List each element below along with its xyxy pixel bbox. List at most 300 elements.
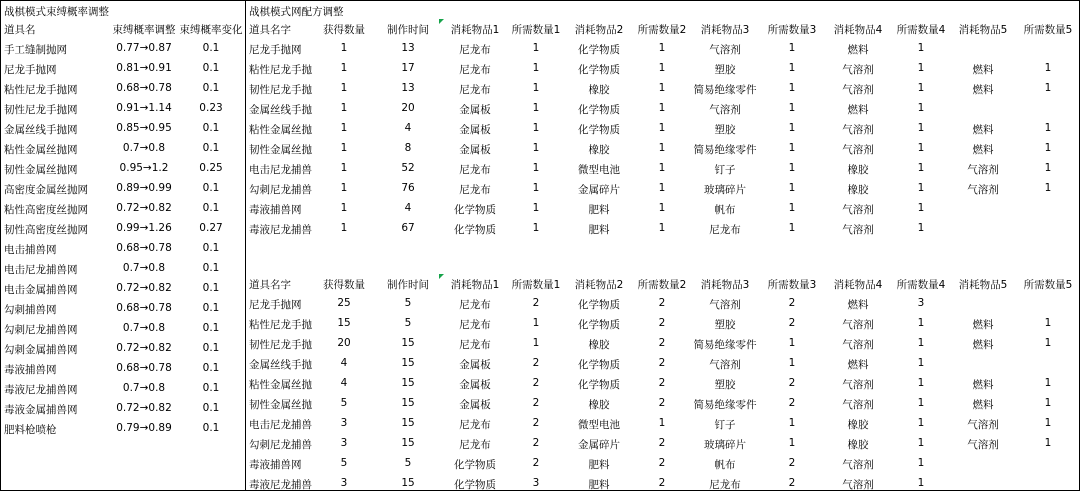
table-cell[interactable]: 粘性金属丝抛 xyxy=(249,124,312,136)
table-cell[interactable]: 气溶剂 xyxy=(709,359,741,371)
table-cell[interactable]: 2 xyxy=(658,397,666,409)
table-cell[interactable]: 勾刺尼龙捕兽 xyxy=(249,439,312,451)
table-cell[interactable]: 1 xyxy=(532,222,540,234)
item-name-cell[interactable]: 毒液尼龙捕兽网 xyxy=(4,384,78,396)
table-cell[interactable]: 1 xyxy=(917,337,925,349)
table-cell[interactable]: 燃料 xyxy=(972,64,994,76)
table-cell[interactable]: 5 xyxy=(404,317,412,329)
table-cell[interactable]: 微型电池 xyxy=(578,164,620,176)
prob-adjust-cell[interactable]: 0.85→0.95 xyxy=(116,122,172,134)
table-cell[interactable]: 1 xyxy=(917,202,925,214)
table-cell[interactable]: 1 xyxy=(532,42,540,54)
table-cell[interactable]: 气溶剂 xyxy=(842,379,874,391)
table-cell[interactable]: 2 xyxy=(658,337,666,349)
table-cell[interactable]: 粘性金属丝抛 xyxy=(249,379,312,391)
table-cell[interactable]: 气溶剂 xyxy=(842,124,874,136)
prob-change-cell[interactable]: 0.1 xyxy=(202,262,220,274)
table-cell[interactable]: 气溶剂 xyxy=(842,459,874,471)
table-cell[interactable]: 1 xyxy=(917,317,925,329)
table-cell[interactable]: 1 xyxy=(532,102,540,114)
table-cell[interactable]: 15 xyxy=(401,397,415,409)
table-cell[interactable]: 1 xyxy=(1044,397,1052,409)
table-cell[interactable]: 15 xyxy=(401,337,415,349)
table-cell[interactable]: 3 xyxy=(340,417,348,429)
table-cell[interactable]: 玻璃碎片 xyxy=(704,184,746,196)
table-cell[interactable]: 化学物质 xyxy=(578,359,620,371)
table-cell[interactable]: 金属板 xyxy=(459,124,491,136)
table-cell[interactable]: 燃料 xyxy=(847,104,869,116)
table-cell[interactable]: 燃料 xyxy=(972,339,994,351)
table-cell[interactable]: 2 xyxy=(532,377,540,389)
table-cell[interactable]: 4 xyxy=(404,122,412,134)
prob-change-cell[interactable]: 0.1 xyxy=(202,282,220,294)
table-cell[interactable]: 电击尼龙捕兽 xyxy=(249,419,312,431)
table-cell[interactable]: 1 xyxy=(917,457,925,469)
table-cell[interactable]: 橡胶 xyxy=(847,439,869,451)
table-cell[interactable]: 塑胶 xyxy=(714,124,736,136)
prob-adjust-cell[interactable]: 0.81→0.91 xyxy=(116,62,172,74)
table-cell[interactable]: 1 xyxy=(340,82,348,94)
table-cell[interactable]: 化学物质 xyxy=(578,104,620,116)
table-cell[interactable]: 气溶剂 xyxy=(842,204,874,216)
table-cell[interactable]: 4 xyxy=(340,357,348,369)
table-cell[interactable]: 1 xyxy=(658,122,666,134)
item-name-cell[interactable]: 勾刺金属捕兽网 xyxy=(4,344,78,356)
prob-change-cell[interactable]: 0.1 xyxy=(202,42,220,54)
table-cell[interactable]: 尼龙布 xyxy=(459,164,491,176)
table-cell[interactable]: 粘性尼龙手抛 xyxy=(249,64,312,76)
table-cell[interactable]: 2 xyxy=(532,457,540,469)
table-cell[interactable]: 气溶剂 xyxy=(842,339,874,351)
table-cell[interactable]: 韧性金属丝抛 xyxy=(249,144,312,156)
table-cell[interactable]: 尼龙布 xyxy=(459,84,491,96)
table-cell[interactable]: 气溶剂 xyxy=(842,84,874,96)
prob-change-cell[interactable]: 0.1 xyxy=(202,422,220,434)
table-cell[interactable]: 1 xyxy=(1044,337,1052,349)
table-cell[interactable]: 橡胶 xyxy=(847,164,869,176)
table-cell[interactable]: 15 xyxy=(337,317,351,329)
table-cell[interactable]: 1 xyxy=(340,222,348,234)
comment-marker-icon[interactable] xyxy=(439,274,444,279)
table-cell[interactable]: 化学物质 xyxy=(578,319,620,331)
table-cell[interactable]: 金属碎片 xyxy=(578,439,620,451)
table-cell[interactable]: 气溶剂 xyxy=(842,144,874,156)
table-cell[interactable]: 1 xyxy=(532,82,540,94)
table-cell[interactable]: 燃料 xyxy=(972,84,994,96)
table-cell[interactable]: 1 xyxy=(1044,317,1052,329)
table-cell[interactable]: 简易绝缘零件 xyxy=(693,84,757,96)
table-cell[interactable]: 韧性尼龙手抛 xyxy=(249,84,312,96)
table-cell[interactable]: 1 xyxy=(1044,62,1052,74)
item-name-cell[interactable]: 电击尼龙捕兽网 xyxy=(4,264,78,276)
prob-change-cell[interactable]: 0.1 xyxy=(202,322,220,334)
table-cell[interactable]: 塑胶 xyxy=(714,64,736,76)
prob-adjust-cell[interactable]: 0.95→1.2 xyxy=(119,162,169,174)
table-cell[interactable]: 毒液尼龙捕兽 xyxy=(249,224,312,236)
table-cell[interactable]: 2 xyxy=(658,457,666,469)
table-cell[interactable]: 1 xyxy=(340,122,348,134)
prob-adjust-cell[interactable]: 0.91→1.14 xyxy=(116,102,172,114)
table-cell[interactable]: 1 xyxy=(1044,377,1052,389)
table-cell[interactable]: 1 xyxy=(658,182,666,194)
table-cell[interactable]: 1 xyxy=(658,82,666,94)
table-cell[interactable]: 20 xyxy=(401,102,415,114)
table-cell[interactable]: 1 xyxy=(340,102,348,114)
table-cell[interactable]: 1 xyxy=(532,122,540,134)
prob-adjust-cell[interactable]: 0.68→0.78 xyxy=(116,242,172,254)
table-cell[interactable]: 2 xyxy=(788,377,796,389)
table-cell[interactable]: 1 xyxy=(788,417,796,429)
comment-marker-icon[interactable] xyxy=(439,19,444,24)
table-cell[interactable]: 1 xyxy=(788,42,796,54)
table-cell[interactable]: 简易绝缘零件 xyxy=(693,399,757,411)
table-cell[interactable]: 1 xyxy=(917,182,925,194)
table-cell[interactable]: 气溶剂 xyxy=(842,479,874,491)
table-cell[interactable]: 1 xyxy=(1044,182,1052,194)
table-cell[interactable]: 橡胶 xyxy=(588,399,610,411)
table-cell[interactable]: 1 xyxy=(788,437,796,449)
table-cell[interactable]: 3 xyxy=(340,477,348,489)
prob-change-cell[interactable]: 0.1 xyxy=(202,182,220,194)
table-cell[interactable]: 韧性尼龙手抛 xyxy=(249,339,312,351)
table-cell[interactable]: 2 xyxy=(788,397,796,409)
table-cell[interactable]: 气溶剂 xyxy=(709,104,741,116)
table-cell[interactable]: 1 xyxy=(917,377,925,389)
table-cell[interactable]: 8 xyxy=(404,142,412,154)
table-cell[interactable]: 1 xyxy=(658,417,666,429)
item-name-cell[interactable]: 粘性高密度丝抛网 xyxy=(4,204,88,216)
prob-change-cell[interactable]: 0.1 xyxy=(202,342,220,354)
table-cell[interactable]: 毒液捕兽网 xyxy=(249,204,302,216)
table-cell[interactable]: 1 xyxy=(532,162,540,174)
table-cell[interactable]: 肥料 xyxy=(588,224,610,236)
table-cell[interactable]: 1 xyxy=(1044,437,1052,449)
prob-change-cell[interactable]: 0.27 xyxy=(199,222,223,234)
table-cell[interactable]: 金属板 xyxy=(459,104,491,116)
table-cell[interactable]: 金属板 xyxy=(459,359,491,371)
table-cell[interactable]: 17 xyxy=(401,62,415,74)
table-cell[interactable]: 化学物质 xyxy=(454,204,496,216)
table-cell[interactable]: 15 xyxy=(401,477,415,489)
table-cell[interactable]: 燃料 xyxy=(847,44,869,56)
table-cell[interactable]: 76 xyxy=(401,182,415,194)
table-cell[interactable]: 13 xyxy=(401,82,415,94)
table-cell[interactable]: 2 xyxy=(788,317,796,329)
table-cell[interactable]: 尼龙手抛网 xyxy=(249,299,302,311)
table-cell[interactable]: 1 xyxy=(340,42,348,54)
table-cell[interactable]: 1 xyxy=(658,142,666,154)
prob-adjust-cell[interactable]: 0.99→1.26 xyxy=(116,222,172,234)
table-cell[interactable]: 1 xyxy=(917,82,925,94)
table-cell[interactable]: 尼龙布 xyxy=(709,224,741,236)
table-cell[interactable]: 1 xyxy=(788,122,796,134)
table-cell[interactable]: 1 xyxy=(532,142,540,154)
item-name-cell[interactable]: 毒液金属捕兽网 xyxy=(4,404,78,416)
table-cell[interactable]: 气溶剂 xyxy=(967,184,999,196)
table-cell[interactable]: 化学物质 xyxy=(578,124,620,136)
table-cell[interactable]: 化学物质 xyxy=(578,44,620,56)
table-cell[interactable]: 2 xyxy=(658,477,666,489)
table-cell[interactable]: 2 xyxy=(788,297,796,309)
table-cell[interactable]: 5 xyxy=(340,397,348,409)
table-cell[interactable]: 化学物质 xyxy=(454,224,496,236)
table-cell[interactable]: 电击尼龙捕兽 xyxy=(249,164,312,176)
prob-adjust-cell[interactable]: 0.79→0.89 xyxy=(116,422,172,434)
table-cell[interactable]: 1 xyxy=(917,437,925,449)
item-name-cell[interactable]: 毒液捕兽网 xyxy=(4,364,57,376)
table-cell[interactable]: 1 xyxy=(1044,417,1052,429)
item-name-cell[interactable]: 韧性金属丝抛网 xyxy=(4,164,78,176)
table-cell[interactable]: 1 xyxy=(658,62,666,74)
table-cell[interactable]: 尼龙布 xyxy=(459,319,491,331)
table-cell[interactable]: 尼龙布 xyxy=(459,64,491,76)
table-cell[interactable]: 1 xyxy=(658,162,666,174)
prob-change-cell[interactable]: 0.1 xyxy=(202,142,220,154)
item-name-cell[interactable]: 韧性尼龙手抛网 xyxy=(4,104,78,116)
item-name-cell[interactable]: 高密度金属丝抛网 xyxy=(4,184,88,196)
table-cell[interactable]: 橡胶 xyxy=(588,84,610,96)
table-cell[interactable]: 1 xyxy=(917,357,925,369)
table-cell[interactable]: 1 xyxy=(340,142,348,154)
prob-change-cell[interactable]: 0.1 xyxy=(202,362,220,374)
table-cell[interactable]: 气溶剂 xyxy=(967,164,999,176)
table-cell[interactable]: 15 xyxy=(401,377,415,389)
table-cell[interactable]: 简易绝缘零件 xyxy=(693,144,757,156)
table-cell[interactable]: 52 xyxy=(401,162,415,174)
table-cell[interactable]: 1 xyxy=(917,162,925,174)
prob-change-cell[interactable]: 0.1 xyxy=(202,402,220,414)
table-cell[interactable]: 2 xyxy=(658,317,666,329)
item-name-cell[interactable]: 电击捕兽网 xyxy=(4,244,57,256)
table-cell[interactable]: 1 xyxy=(340,162,348,174)
prob-adjust-cell[interactable]: 0.7→0.8 xyxy=(122,262,166,274)
prob-adjust-cell[interactable]: 0.72→0.82 xyxy=(116,402,172,414)
table-cell[interactable]: 1 xyxy=(340,182,348,194)
item-name-cell[interactable]: 勾刺捕兽网 xyxy=(4,304,57,316)
table-cell[interactable]: 2 xyxy=(658,377,666,389)
table-cell[interactable]: 1 xyxy=(917,417,925,429)
item-name-cell[interactable]: 尼龙手抛网 xyxy=(4,64,57,76)
table-cell[interactable]: 1 xyxy=(788,162,796,174)
table-cell[interactable]: 3 xyxy=(917,297,925,309)
table-cell[interactable]: 1 xyxy=(340,202,348,214)
table-cell[interactable]: 尼龙布 xyxy=(459,184,491,196)
table-cell[interactable]: 粘性尼龙手抛 xyxy=(249,319,312,331)
table-cell[interactable]: 燃料 xyxy=(972,379,994,391)
table-cell[interactable]: 2 xyxy=(658,297,666,309)
table-cell[interactable]: 20 xyxy=(337,337,351,349)
table-cell[interactable]: 4 xyxy=(404,202,412,214)
table-cell[interactable]: 化学物质 xyxy=(454,459,496,471)
table-cell[interactable]: 4 xyxy=(340,377,348,389)
table-cell[interactable]: 1 xyxy=(532,202,540,214)
table-cell[interactable]: 毒液尼龙捕兽 xyxy=(249,479,312,491)
table-cell[interactable]: 钉子 xyxy=(714,164,736,176)
table-cell[interactable]: 5 xyxy=(340,457,348,469)
table-cell[interactable]: 3 xyxy=(532,477,540,489)
table-cell[interactable]: 气溶剂 xyxy=(842,64,874,76)
table-cell[interactable]: 2 xyxy=(532,297,540,309)
table-cell[interactable]: 15 xyxy=(401,357,415,369)
table-cell[interactable]: 尼龙布 xyxy=(459,339,491,351)
table-cell[interactable]: 1 xyxy=(917,397,925,409)
table-cell[interactable]: 5 xyxy=(404,457,412,469)
prob-change-cell[interactable]: 0.1 xyxy=(202,202,220,214)
table-cell[interactable]: 1 xyxy=(788,62,796,74)
table-cell[interactable]: 气溶剂 xyxy=(842,319,874,331)
prob-change-cell[interactable]: 0.1 xyxy=(202,82,220,94)
table-cell[interactable]: 1 xyxy=(1044,122,1052,134)
table-cell[interactable]: 燃料 xyxy=(847,299,869,311)
item-name-cell[interactable]: 粘性尼龙手抛网 xyxy=(4,84,78,96)
table-cell[interactable]: 2 xyxy=(532,397,540,409)
table-cell[interactable]: 化学物质 xyxy=(578,299,620,311)
item-name-cell[interactable]: 电击金属捕兽网 xyxy=(4,284,78,296)
table-cell[interactable]: 1 xyxy=(532,182,540,194)
table-cell[interactable]: 1 xyxy=(658,102,666,114)
item-name-cell[interactable]: 粘性金属丝抛网 xyxy=(4,144,78,156)
table-cell[interactable]: 金属丝线手抛 xyxy=(249,359,312,371)
table-cell[interactable]: 帆布 xyxy=(714,459,736,471)
table-cell[interactable]: 1 xyxy=(788,222,796,234)
table-cell[interactable]: 玻璃碎片 xyxy=(704,439,746,451)
table-cell[interactable]: 1 xyxy=(917,142,925,154)
table-cell[interactable]: 25 xyxy=(337,297,351,309)
table-cell[interactable]: 1 xyxy=(788,142,796,154)
table-cell[interactable]: 橡胶 xyxy=(588,144,610,156)
table-cell[interactable]: 13 xyxy=(401,42,415,54)
table-cell[interactable]: 肥料 xyxy=(588,204,610,216)
table-cell[interactable]: 微型电池 xyxy=(578,419,620,431)
table-cell[interactable]: 1 xyxy=(917,222,925,234)
table-cell[interactable]: 1 xyxy=(532,337,540,349)
table-cell[interactable]: 橡胶 xyxy=(847,419,869,431)
table-cell[interactable]: 1 xyxy=(917,102,925,114)
table-cell[interactable]: 1 xyxy=(1044,142,1052,154)
table-cell[interactable]: 1 xyxy=(532,62,540,74)
table-cell[interactable]: 2 xyxy=(658,437,666,449)
table-cell[interactable]: 毒液捕兽网 xyxy=(249,459,302,471)
table-cell[interactable]: 2 xyxy=(788,477,796,489)
prob-change-cell[interactable]: 0.25 xyxy=(199,162,223,174)
table-cell[interactable]: 1 xyxy=(340,62,348,74)
table-cell[interactable]: 1 xyxy=(917,122,925,134)
table-cell[interactable]: 15 xyxy=(401,417,415,429)
item-name-cell[interactable]: 金属丝线手抛网 xyxy=(4,124,78,136)
prob-change-cell[interactable]: 0.1 xyxy=(202,382,220,394)
table-cell[interactable]: 3 xyxy=(340,437,348,449)
table-cell[interactable]: 气溶剂 xyxy=(967,419,999,431)
item-name-cell[interactable]: 肥料枪喷枪 xyxy=(4,424,57,436)
table-cell[interactable]: 1 xyxy=(658,222,666,234)
table-cell[interactable]: 钉子 xyxy=(714,419,736,431)
table-cell[interactable]: 2 xyxy=(532,417,540,429)
prob-adjust-cell[interactable]: 0.72→0.82 xyxy=(116,202,172,214)
prob-adjust-cell[interactable]: 0.89→0.99 xyxy=(116,182,172,194)
table-cell[interactable]: 帆布 xyxy=(714,204,736,216)
table-cell[interactable]: 2 xyxy=(658,357,666,369)
table-cell[interactable]: 橡胶 xyxy=(588,339,610,351)
table-cell[interactable]: 气溶剂 xyxy=(842,224,874,236)
table-cell[interactable]: 尼龙布 xyxy=(709,479,741,491)
item-name-cell[interactable]: 韧性高密度丝抛网 xyxy=(4,224,88,236)
table-cell[interactable]: 1 xyxy=(658,42,666,54)
table-cell[interactable]: 1 xyxy=(532,317,540,329)
table-cell[interactable]: 1 xyxy=(917,62,925,74)
prob-adjust-cell[interactable]: 0.72→0.82 xyxy=(116,282,172,294)
table-cell[interactable]: 肥料 xyxy=(588,459,610,471)
table-cell[interactable]: 2 xyxy=(788,457,796,469)
table-cell[interactable]: 尼龙布 xyxy=(459,44,491,56)
prob-change-cell[interactable]: 0.1 xyxy=(202,302,220,314)
table-cell[interactable]: 5 xyxy=(404,297,412,309)
prob-change-cell[interactable]: 0.1 xyxy=(202,122,220,134)
table-cell[interactable]: 67 xyxy=(401,222,415,234)
prob-adjust-cell[interactable]: 0.68→0.78 xyxy=(116,82,172,94)
table-cell[interactable]: 15 xyxy=(401,437,415,449)
item-name-cell[interactable]: 勾刺尼龙捕兽网 xyxy=(4,324,78,336)
prob-adjust-cell[interactable]: 0.68→0.78 xyxy=(116,302,172,314)
table-cell[interactable]: 燃料 xyxy=(972,144,994,156)
table-cell[interactable]: 2 xyxy=(532,357,540,369)
table-cell[interactable]: 尼龙布 xyxy=(459,299,491,311)
table-cell[interactable]: 气溶剂 xyxy=(709,44,741,56)
table-cell[interactable]: 橡胶 xyxy=(847,184,869,196)
item-name-cell[interactable]: 手工缝制抛网 xyxy=(4,44,67,56)
table-cell[interactable]: 塑胶 xyxy=(714,319,736,331)
table-cell[interactable]: 化学物质 xyxy=(454,479,496,491)
prob-adjust-cell[interactable]: 0.68→0.78 xyxy=(116,362,172,374)
table-cell[interactable]: 尼龙手抛网 xyxy=(249,44,302,56)
table-cell[interactable]: 1 xyxy=(788,182,796,194)
table-cell[interactable]: 简易绝缘零件 xyxy=(693,339,757,351)
table-cell[interactable]: 尼龙布 xyxy=(459,419,491,431)
table-cell[interactable]: 1 xyxy=(788,357,796,369)
prob-change-cell[interactable]: 0.1 xyxy=(202,62,220,74)
table-cell[interactable]: 气溶剂 xyxy=(842,399,874,411)
table-cell[interactable]: 2 xyxy=(532,437,540,449)
table-cell[interactable]: 1 xyxy=(1044,82,1052,94)
table-cell[interactable]: 燃料 xyxy=(972,124,994,136)
table-cell[interactable]: 尼龙布 xyxy=(459,439,491,451)
table-cell[interactable]: 化学物质 xyxy=(578,64,620,76)
table-cell[interactable]: 1 xyxy=(788,202,796,214)
table-cell[interactable]: 塑胶 xyxy=(714,379,736,391)
table-cell[interactable]: 化学物质 xyxy=(578,379,620,391)
prob-adjust-cell[interactable]: 0.77→0.87 xyxy=(116,42,172,54)
table-cell[interactable]: 1 xyxy=(788,337,796,349)
table-cell[interactable]: 气溶剂 xyxy=(709,299,741,311)
table-cell[interactable]: 燃料 xyxy=(972,319,994,331)
table-cell[interactable]: 气溶剂 xyxy=(967,439,999,451)
prob-adjust-cell[interactable]: 0.7→0.8 xyxy=(122,382,166,394)
prob-change-cell[interactable]: 0.1 xyxy=(202,242,220,254)
table-cell[interactable]: 1 xyxy=(788,82,796,94)
table-cell[interactable]: 1 xyxy=(658,202,666,214)
prob-adjust-cell[interactable]: 0.7→0.8 xyxy=(122,322,166,334)
table-cell[interactable]: 金属碎片 xyxy=(578,184,620,196)
prob-adjust-cell[interactable]: 0.72→0.82 xyxy=(116,342,172,354)
table-cell[interactable]: 1 xyxy=(788,102,796,114)
table-cell[interactable]: 1 xyxy=(917,42,925,54)
table-cell[interactable]: 肥料 xyxy=(588,479,610,491)
table-cell[interactable]: 1 xyxy=(1044,162,1052,174)
table-cell[interactable]: 燃料 xyxy=(847,359,869,371)
table-cell[interactable]: 金属板 xyxy=(459,399,491,411)
prob-adjust-cell[interactable]: 0.7→0.8 xyxy=(122,142,166,154)
table-cell[interactable]: 金属丝线手抛 xyxy=(249,104,312,116)
table-cell[interactable]: 金属板 xyxy=(459,144,491,156)
